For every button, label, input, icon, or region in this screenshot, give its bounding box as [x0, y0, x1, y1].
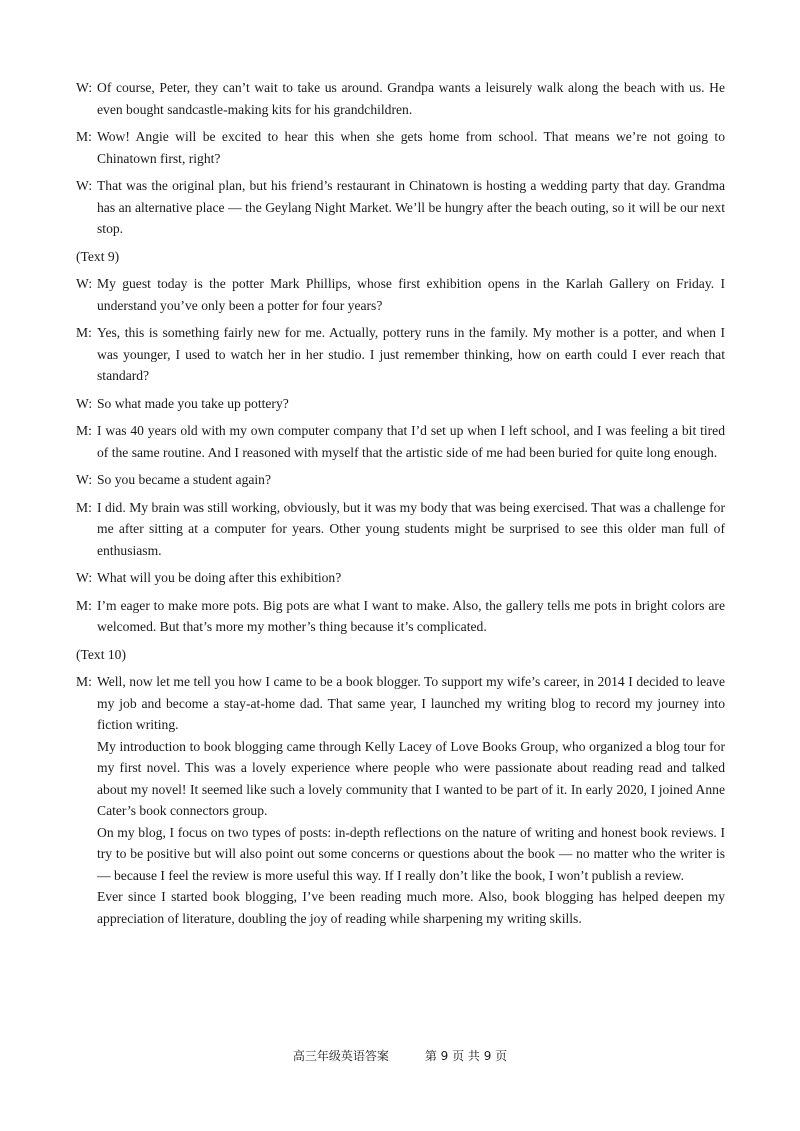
section-label-text-9: (Text 9) — [76, 248, 120, 264]
utterance-text: What will you be doing after this exhibition? — [97, 570, 342, 585]
speaker-label: W: — [76, 472, 93, 487]
utterance-text: So you became a student again? — [97, 472, 272, 487]
utterance-text: I was 40 years old with my own computer company that I’d set up when I left school, and I was feeling a bit tired of the same routine. And I reasoned with myself that the artistic side of me had been buried for quite long enough. — [97, 423, 725, 460]
speaker-label: M: — [76, 674, 92, 689]
speaker-label: W: — [76, 178, 93, 193]
dialogue-turn — [76, 595, 725, 638]
answer-document-page — [76, 77, 725, 935]
dialogue-turn — [76, 420, 725, 463]
page-footer — [0, 1047, 800, 1064]
speaker-label: M: — [76, 499, 92, 515]
speaker-label: W: — [76, 570, 93, 585]
monologue-turn — [76, 671, 725, 929]
utterance-text: My guest today is the potter Mark Phillips, whose first exhibition opens in the Karlah Gallery on Friday. I understand you’ve only been a potter for four years? — [97, 276, 725, 313]
dialogue-turn — [76, 77, 725, 120]
speaker-label: W: — [76, 395, 93, 411]
speaker-label: M: — [76, 325, 92, 340]
speaker-label: W: — [76, 276, 93, 291]
utterance-text: Of course, Peter, they can’t wait to take us around. Grandpa wants a leisurely walk along the beach with us. He even bought sandcastle-making kits for his grandchildren. — [97, 80, 725, 117]
section-label-text-10: (Text 10) — [76, 646, 127, 662]
dialogue-turn — [76, 126, 725, 169]
utterance-text: That was the original plan, but his friend’s restaurant in Chinatown is hosting a wedding party that day. Grandma has an alternative place — the Geylang Night Market. We’ll be hungry after the beach outing, so it will be our next stop. — [97, 178, 725, 236]
dialogue-turn — [76, 393, 725, 415]
speaker-label: W: — [76, 80, 93, 95]
dialogue-turn — [76, 567, 725, 589]
dialogue-turn — [76, 469, 725, 491]
utterance-text: I’m eager to make more pots. Big pots are what I want to make. Also, the gallery tells me pots in bright colors are welcomed. But that’s more my mother’s thing because it’s complicated. — [97, 597, 725, 634]
utterance-text: Yes, this is something fairly new for me. Actually, pottery runs in the family. My mother is a potter, and when I was younger, I used to watch her in her studio. I just remember thinking, how on earth could I ever reach that standard? — [97, 325, 725, 383]
monologue-paragraph: Well, now let me tell you how I came to be a book blogger. To support my wife’s career, in 2014 I decided to leave my job and become a stay-at-home dad. That same year, I launched my writing blog to record my journey into fiction writing. — [97, 674, 725, 732]
speaker-label: M: — [76, 597, 92, 613]
monologue-paragraph: On my blog, I focus on two types of posts: in-depth reflections on the nature of writing and honest book reviews. I try to be positive but will also point out some concerns or questions about the book — no matter who the writer is — because I feel the review is more useful this way. If I really don’t like the book, I won’t publish a review. — [97, 824, 725, 883]
monologue-body — [97, 671, 725, 929]
monologue-paragraph: My introduction to book blogging came through Kelly Lacey of Love Books Group, who organized a blog tour for my first novel. This was a lovely experience where people who were passionate about reading read and talked about my novel! It seemed like such a lovely community that I wanted to be part of it. In early 2020, I joined Anne Cater’s book connectors group. — [97, 738, 725, 818]
speaker-label: M: — [76, 423, 92, 438]
utterance-text: So what made you take up pottery? — [97, 395, 289, 411]
footer-page-label: 第 9 页 共 9 页 — [424, 1049, 508, 1063]
utterance-text: Wow! Angie will be excited to hear this when she gets home from school. That means we’re not going to Chinatown first, right? — [97, 129, 725, 166]
dialogue-turn — [76, 322, 725, 387]
speaker-label: M: — [76, 129, 92, 144]
dialogue-turn — [76, 175, 725, 240]
dialogue-turn — [76, 497, 725, 562]
utterance-text: I did. My brain was still working, obviously, but it was my body that was being exercised. That was a challenge for me after sitting at a computer for years. Other young students might be surprised to see this older man full of enthusiasm. — [97, 499, 725, 558]
monologue-paragraph: Ever since I started book blogging, I’ve been reading much more. Also, book blogging has helped deepen my appreciation of literature, doubling the joy of reading while sharpening my writing skills. — [97, 889, 725, 926]
dialogue-turn — [76, 273, 725, 316]
footer-doc-label: 高三年级英语答案 — [292, 1049, 389, 1063]
